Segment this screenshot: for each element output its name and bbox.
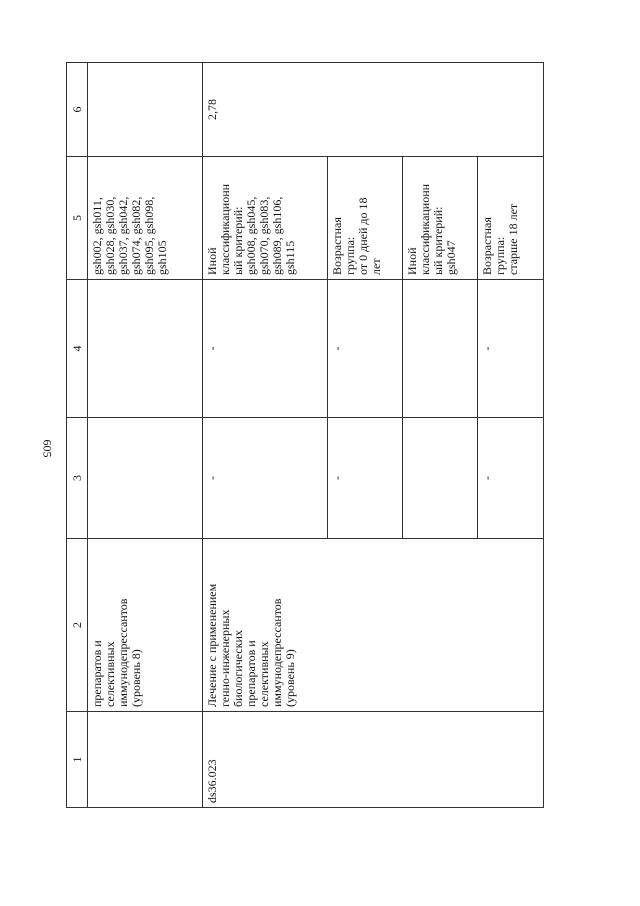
cell-col4 (403, 280, 478, 418)
cell-col3: - (328, 418, 403, 539)
cell-name: препаратов и селективных иммунодепрессантов (уровень 8) (88, 539, 203, 712)
cell-criteria: Возрастная группа: старше 18 лет (478, 157, 544, 280)
cell-col4: - (203, 280, 328, 418)
cell-col3: - (478, 418, 544, 539)
cell-name: Лечение с применением генно-инженерных биологических препаратов и селективных иммунодепрессантов (уровень 9) (203, 539, 544, 712)
cell-col3: - (203, 418, 328, 539)
header-col-5: 5 (67, 157, 88, 280)
cell-col4 (88, 280, 203, 418)
cell-code (88, 712, 203, 808)
table-row-continuation (88, 63, 203, 808)
header-col-4: 4 (67, 280, 88, 418)
cell-coefficient (88, 63, 203, 157)
table-header-row (67, 63, 88, 808)
cell-criteria: Иной классификационн ый критерий: gsh047 (403, 157, 478, 280)
cell-code: ds36.023 (203, 712, 544, 808)
cell-col3 (88, 418, 203, 539)
cell-criteria: Возрастная группа: от 0 дней до 18 лет (328, 157, 403, 280)
cell-col4: - (328, 280, 403, 418)
table-row-ds36-023 (203, 63, 328, 808)
cell-criteria: Иной классификационн ый критерий: gsh008, gsh045, gsh070, gsh083, gsh089, gsh106, gsh115 (203, 157, 328, 280)
cell-col3 (403, 418, 478, 539)
cell-col4: - (478, 280, 544, 418)
tariff-table (66, 62, 544, 808)
cell-criteria: gsh002, gsh011, gsh028, gsh030, gsh037, gsh042, gsh074, gsh082, gsh095, gsh098, gsh105 (88, 157, 203, 280)
header-col-1: 1 (67, 712, 88, 808)
header-col-3: 3 (67, 418, 88, 539)
header-col-6: 6 (67, 63, 88, 157)
header-col-2: 2 (67, 539, 88, 712)
cell-coefficient: 2,78 (203, 63, 544, 157)
rotated-table-container (66, 63, 542, 808)
page-number: 605 (40, 439, 55, 458)
